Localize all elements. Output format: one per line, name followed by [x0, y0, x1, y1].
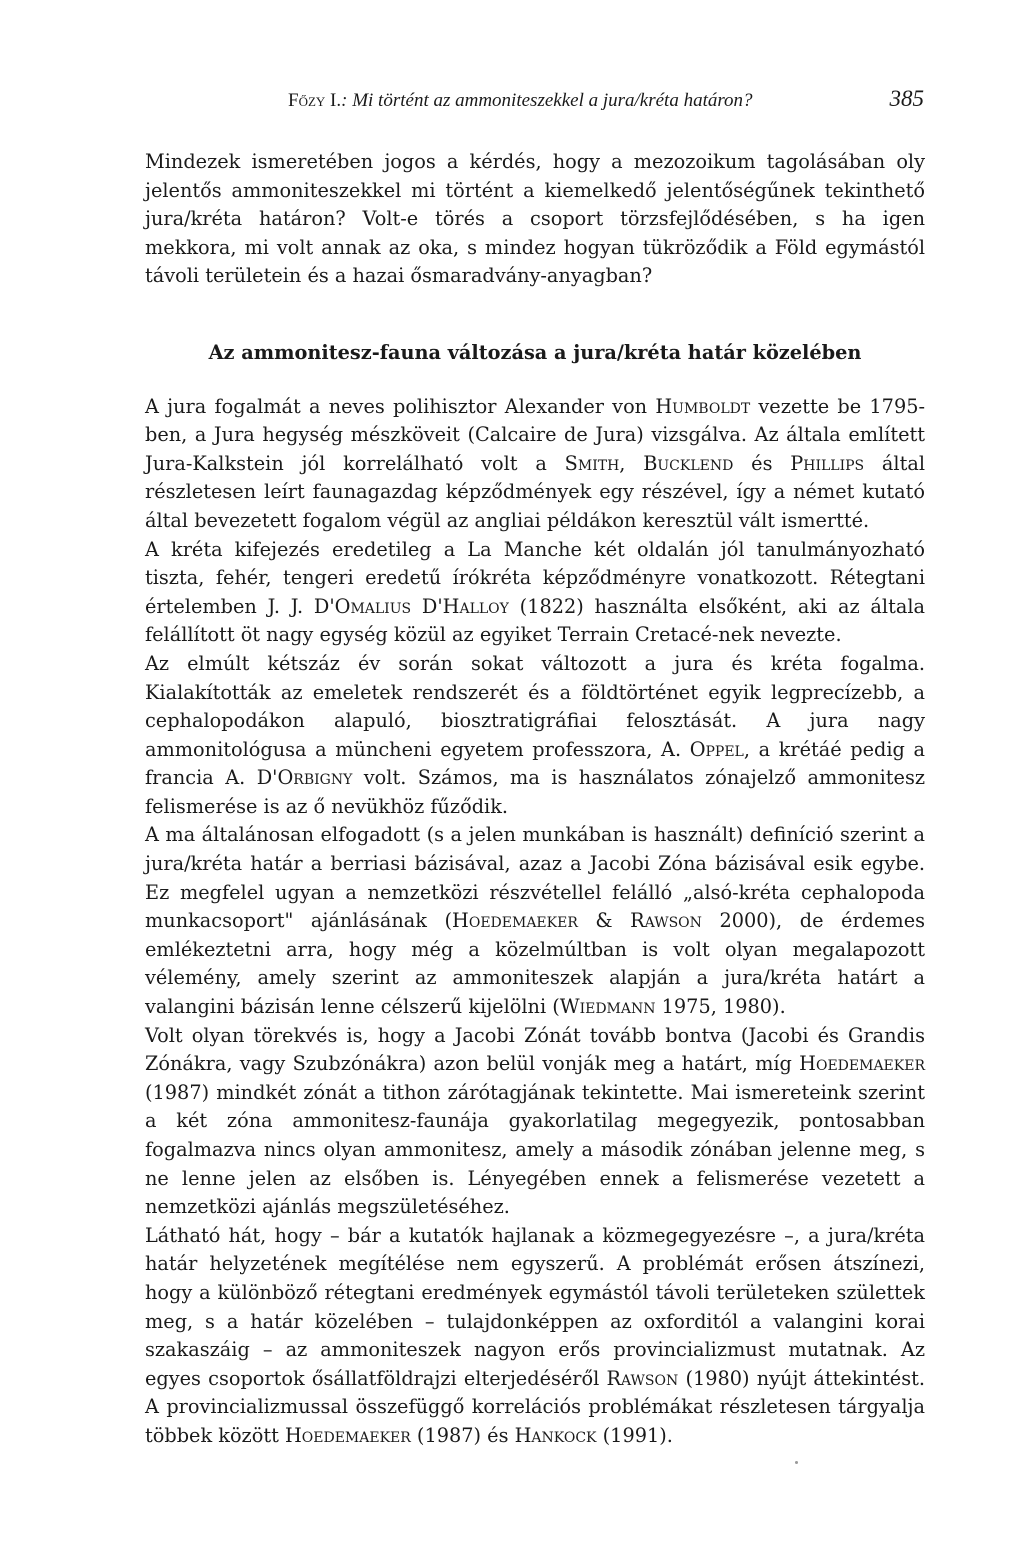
text-run: Volt olyan törekvés is, hogy a Jacobi Zónát tovább bontva (Jacobi és Grandis Zónákra, vagy Szubzónákra) azon belül vonják meg a határt, míg [145, 1023, 925, 1076]
section-heading: Az ammonitesz-fauna változása a jura/kréta határ közelében [208, 340, 862, 364]
running-title [288, 90, 753, 112]
author-name: Hoedemaeker [452, 909, 578, 933]
page-number: 385 [889, 86, 924, 111]
running-article-title: : Mi történt az ammoniteszekkel a jura/kréta határon? [341, 90, 753, 111]
text-run: Az elmúlt kétszáz év során sokat változott a jura és kréta fogalma. Kialakították az emeletek rendszerét és a földtörténet egyik legprecízebb, a cephalopodákon alapuló, biosztratigráfiai felosztását. A jura nagy ammonitológusa a müncheni egyetem professzora, A. [145, 651, 925, 761]
author-name: Oppel [689, 737, 744, 761]
text-run: (1980) nyújt áttekintést. A provincializmussal összefüggő korrelációs problémákat részletesen tárgyalja többek között [145, 1366, 925, 1447]
text-run [411, 595, 422, 618]
author-name: D'Orbigny [256, 766, 353, 790]
text-run: vezette be 1795-ben, a Jura hegység mészköveit (Calcaire de Jura) vizsgálva. Az általa említett Jura-Kalkstein jól korrelálható volt a [145, 394, 925, 475]
text-run: által részletesen leírt faunagazdag képződmények egy részével, így a német kutató által bevezetett fogalom végül az angliai példákon keresztül vált ismertté. [145, 451, 925, 532]
text-run: , [619, 451, 644, 475]
paragraph-6 [145, 1222, 925, 1451]
text-run: volt. Számos, ma is használatos zónajelző ammonitesz felismerése is az ő nevükhöz fűződik. [145, 766, 926, 818]
text-run: 2000), de érdemes emlékeztetni arra, hogy még a közelmúltban is volt olyan megalapozott vélemény, amely szerint az ammoniteszek alapján a jura/kréta határt a valangini bázisán lenne célszerű kijelölni ( [145, 909, 925, 1019]
author-name: Smith [564, 451, 620, 475]
text-run: és [733, 451, 791, 475]
paragraph-5 [145, 1022, 925, 1222]
author-name: D'Omalius [313, 594, 412, 618]
text-run: A ma általánosan elfogadott (s a jelen munkában is használt) definíció szerint a jura/kréta határ a berriasi bázisával, azaz a Jacobi Zóna bázisával esik egybe. Ez megfelel ugyan a nemzetközi részvétellel felálló „alsó-kréta cephalopoda munkacsoport" ajánlásának ( [145, 823, 925, 933]
author-name: Phillips [790, 451, 865, 475]
text-run: (1822) használta elsőként, aki az általa felállított öt nagy egység közül az egyiket Terrain Cretacé-nek nevezte. [145, 594, 925, 647]
author-name: Wiedmann [559, 995, 656, 1019]
author-name: Hoedemaeker [284, 1423, 411, 1447]
text-run: , a krétáé pedig a francia A. [145, 737, 925, 790]
scan-speck [795, 1461, 798, 1464]
text-run: A kréta kifejezés eredetileg a La Manche két oldalán jól tanulmányozható tiszta, fehér, tengeri eredetű írókréta képződményre vonatkozott. Rétegtani értelemben J. J. [145, 537, 925, 618]
paragraph-1 [145, 393, 925, 536]
author-name: Rawson [606, 1366, 679, 1390]
author-name: D'Halloy [421, 594, 509, 618]
running-author: Főzy I. [288, 90, 342, 111]
text-run: (1987) mindkét zónát a tithon zárótagjának tekintette. Mai ismereteink szerint a két zóna ammonitesz-faunája gyakorlatilag megegyezik, pontosabban fogalmazva nincs olyan ammonitesz, amely a második zónában jelenne meg, s ne lenne jelen az elsőben is. Lényegében ennek a felismerése vezetett a nemzetközi ajánlás megszületéséhez. [145, 1080, 925, 1219]
text-run: Látható hát, hogy – bár a kutatók hajlanak a közmegegyezésre –, a jura/kréta határ helyzetének megítélése nem egyszerű. A problémát erősen átszínezi, hogy a különböző rétegtani eredmények egymástól távoli területeken születtek meg, s a határ közelében – tulajdonképpen az oxforditól a valangini korai szakaszáig – az ammoniteszek nagyon erős provincializmust mutatnak. Az egyes csoportok ősállatföldrajzi elterjedéséről [145, 1223, 925, 1390]
text-run: 1975, 1980). [655, 995, 786, 1019]
intro-paragraph: Mindezek ismeretében jogos a kérdés, hogy a mezozoikum tagolásában oly jelentős ammoniteszekkel mi történt a kiemelkedő jelentőségűnek tekinthető jura/kréta határon? Volt-e törés a csoport törzsfejlődésében, s ha igen mekkora, mi volt annak az oka, s mindez hogyan tükröződik a Föld egymástól távoli területein és a hazai ősmaradvány-anyagban? [145, 150, 925, 288]
text-run: (1987) és [410, 1423, 515, 1447]
paragraph-4 [145, 821, 925, 1021]
author-name: Rawson [630, 909, 702, 933]
author-name: Hankock [514, 1423, 597, 1447]
article-body [145, 148, 925, 1451]
paragraph-2 [145, 536, 925, 650]
paragraph-3 [145, 650, 925, 822]
author-name: Hoedemaeker [799, 1052, 925, 1076]
text-run: (1991). [596, 1423, 673, 1447]
author-name: Humboldt [655, 394, 751, 418]
author-name: Bucklend [643, 451, 734, 475]
text-run: & [577, 909, 631, 933]
text-run: A jura fogalmát a neves polihisztor Alexander von [145, 394, 656, 418]
running-head [145, 86, 924, 116]
